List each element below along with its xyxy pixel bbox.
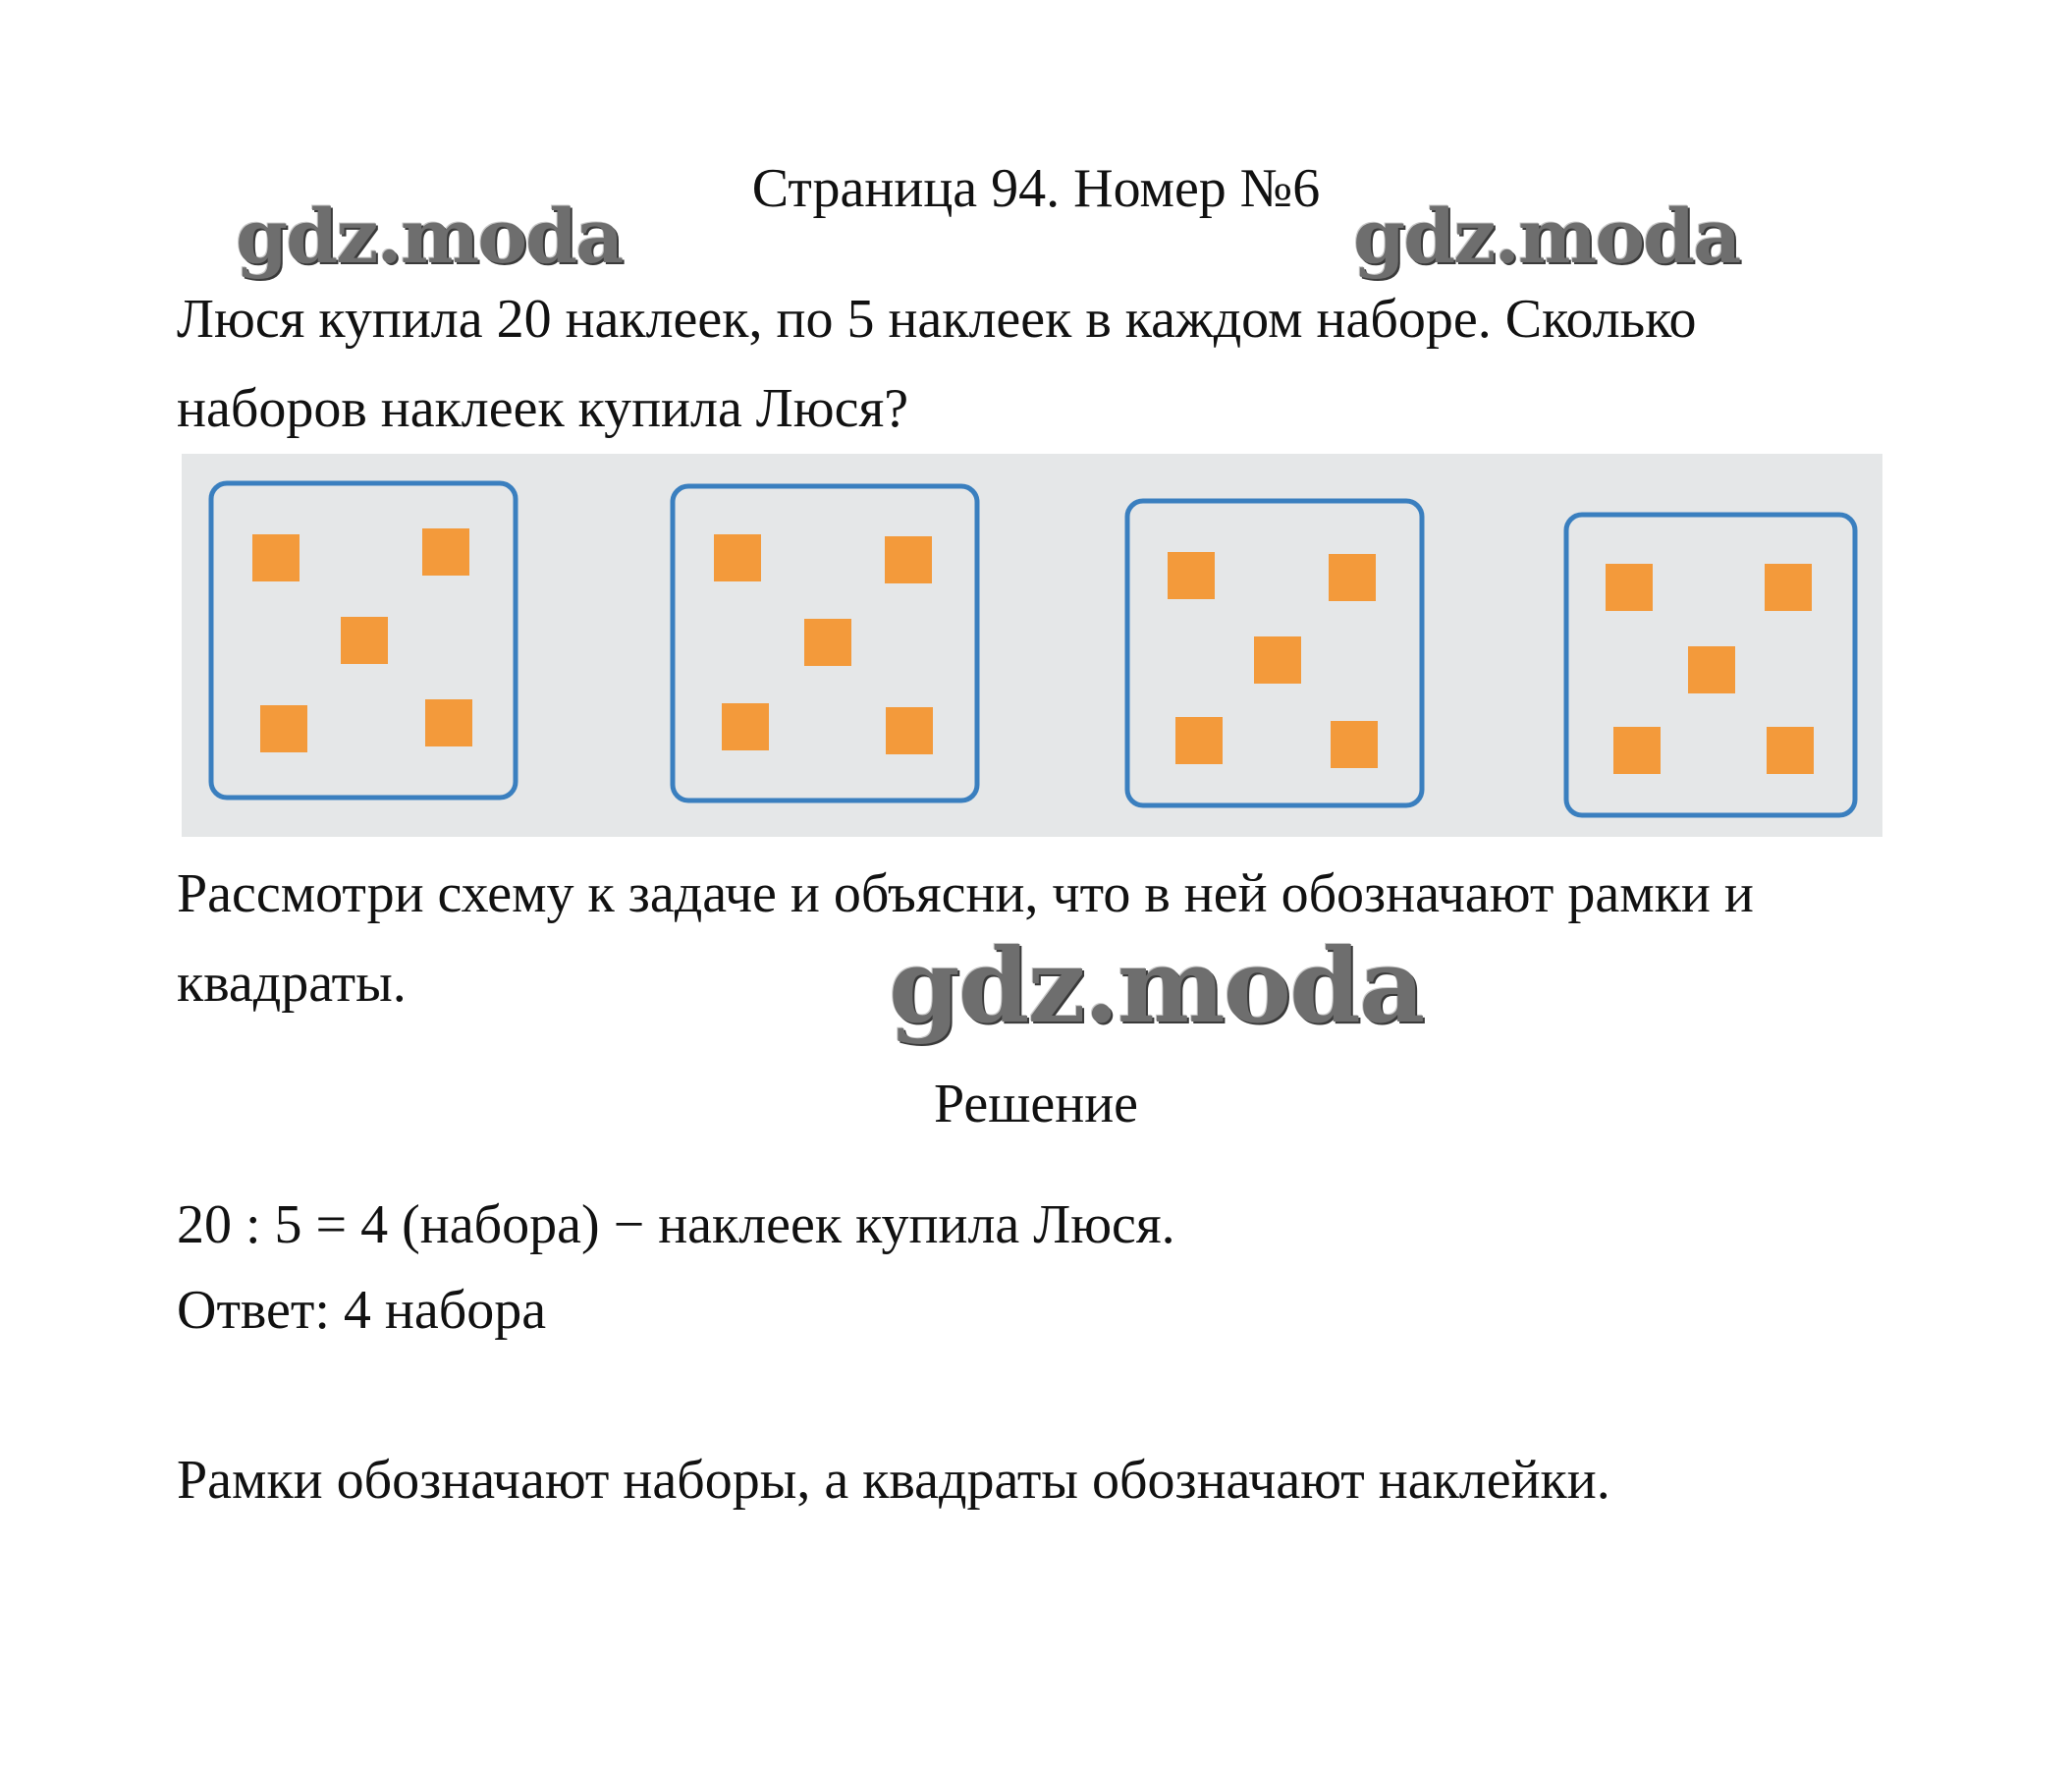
sticker-square <box>260 705 307 752</box>
sticker-square <box>1331 721 1378 768</box>
sticker-sets-scheme <box>182 454 1882 837</box>
sticker-square <box>1606 564 1653 611</box>
sticker-square <box>714 534 761 581</box>
sticker-square <box>1254 636 1301 684</box>
solution-calculation: 20 : 5 = 4 (набора) − наклеек купила Люся. <box>177 1194 1175 1255</box>
sticker-square <box>885 536 932 583</box>
sticker-square <box>425 699 472 746</box>
sticker-square <box>1767 727 1814 774</box>
watermark-logo: gdz.moda <box>236 193 623 280</box>
solution-answer: Ответ: 4 набора <box>177 1280 547 1341</box>
sticker-square <box>886 707 933 754</box>
task-text <box>177 275 1905 454</box>
sticker-square <box>252 534 300 581</box>
task-line: наборов наклеек купила Люся? <box>177 378 909 439</box>
sticker-square <box>1175 717 1223 764</box>
sticker-square <box>1329 554 1376 601</box>
sticker-square <box>422 528 469 576</box>
solution-heading: Решение <box>933 1074 1139 1134</box>
scheme-background <box>182 454 1882 837</box>
question-line: квадраты. <box>177 953 407 1014</box>
sticker-square <box>804 619 851 666</box>
watermark-logo: gdz.moda <box>889 925 1424 1046</box>
sticker-square <box>1613 727 1661 774</box>
sticker-square <box>1765 564 1812 611</box>
watermark-logo: gdz.moda <box>1353 193 1740 280</box>
solution-explanation: Рамки обозначают наборы, а квадраты обозначают наклейки. <box>177 1450 1610 1511</box>
question-line: Рассмотри схему к задаче и объясни, что в ней обозначают рамки и <box>177 863 1754 924</box>
scheme-svg <box>182 454 1882 837</box>
sticker-square <box>341 617 388 664</box>
page-title: Страница 94. Номер №6 <box>751 158 1321 219</box>
sticker-square <box>1688 646 1735 693</box>
sticker-square <box>722 703 769 750</box>
task-line: Люся купила 20 наклеек, по 5 наклеек в каждом наборе. Сколько <box>177 289 1697 350</box>
sticker-square <box>1168 552 1215 599</box>
